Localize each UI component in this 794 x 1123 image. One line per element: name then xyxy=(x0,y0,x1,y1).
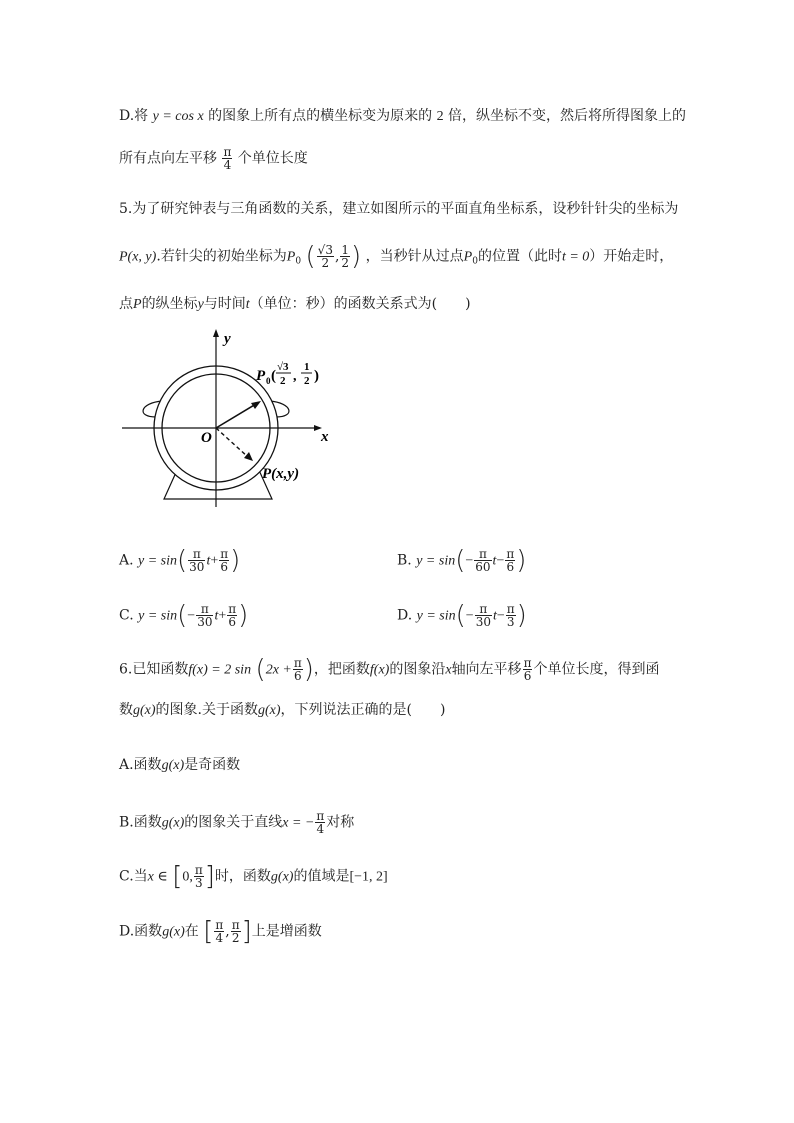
q5-stem-line2: P(x, y).若针尖的初始坐标为$P_0$ ( $\frac{√3}{2}$ , $\frac{1}{2}$ ) ，当秒针从过点$P_0$的位置（此时t = 0）开始走时， xyxy=(119,241,674,272)
math-t: t xyxy=(492,553,497,569)
comma: , xyxy=(225,923,230,940)
text: 上是增函数 xyxy=(251,923,322,940)
math-t0: t = 0 xyxy=(561,249,590,265)
math-lo: 0, xyxy=(182,869,193,885)
math-p: P(x, y) xyxy=(119,249,157,265)
y-axis-arrow xyxy=(213,329,219,337)
math-x: x xyxy=(445,662,452,678)
math-x-in: x ∈ xyxy=(147,869,168,885)
fraction xyxy=(505,548,515,573)
fraction xyxy=(219,548,229,573)
option-label: B. xyxy=(397,552,412,569)
text: B.函数 xyxy=(119,814,162,831)
math-sign: − xyxy=(187,608,196,624)
frac-num: π xyxy=(220,547,229,561)
math-t: t xyxy=(492,608,497,624)
origin-label: O xyxy=(201,430,212,446)
math-t: t xyxy=(206,553,211,569)
math-prefix: y = sin xyxy=(416,608,456,624)
text: 的图象沿 xyxy=(389,661,446,678)
text: 在 xyxy=(184,923,199,940)
option-label: D. xyxy=(397,607,413,624)
fraction: $\frac{\pi}{4}$ xyxy=(215,918,224,945)
math-p0: P xyxy=(286,249,296,265)
text: D.函数 xyxy=(119,923,163,940)
text: 个单位长度 xyxy=(237,150,308,167)
fraction: $\frac{\pi}{3}$ xyxy=(194,863,203,890)
q6-stem-line1: 6.已知函数f(x) = 2 sin (2x + $\frac{\pi}{6}$ )，把函数f(x)的图象沿x轴向左平移 $\frac{\pi}{6}$ 个单位长度，得到函 xyxy=(119,654,660,685)
math-gx: g(x) xyxy=(161,815,185,831)
text: 的图象关于直线 xyxy=(184,814,283,831)
text: C.当 xyxy=(119,868,148,885)
text: 的位置（此时 xyxy=(477,248,562,265)
text: 数 xyxy=(119,702,133,718)
q5-option-c[interactable]: C. y = sin(− $\frac{\pi}{30}$ t+ $\frac{\pi}{6}$ ) xyxy=(119,600,249,631)
p0-close-paren: ) xyxy=(314,368,319,384)
text: 的图象.关于函数 xyxy=(155,702,258,718)
text: .若针尖的初始坐标为 xyxy=(156,248,287,265)
p0-yden: 2 xyxy=(304,375,310,387)
fraction: $\frac{\pi}{6}$ xyxy=(293,656,302,683)
q4-option-d-line2 xyxy=(119,146,308,171)
math-p0: P xyxy=(463,249,473,265)
text: 轴向左平移 xyxy=(451,661,522,678)
p0-xnum: √3 xyxy=(277,361,289,373)
fraction xyxy=(506,603,516,628)
text: ，当秒针从过点 xyxy=(365,248,464,265)
p-label: P(x,y) xyxy=(262,466,300,482)
text: 对称 xyxy=(326,814,355,831)
math-op: + xyxy=(218,608,227,624)
frac-den: 60 xyxy=(475,560,491,574)
text: ，把函数 xyxy=(313,661,370,678)
math-inner: 2x + xyxy=(265,662,292,678)
q5-option-d[interactable]: D. y = sin(− $\frac{\pi}{30}$ t− $\frac{\pi}{3}$ ) xyxy=(397,600,527,631)
frac-num: π xyxy=(506,547,515,561)
frac-num: π xyxy=(188,548,205,561)
p0-ynum: 1 xyxy=(304,361,310,373)
q5-option-b[interactable]: B. y = sin(− $\frac{\pi}{60}$ t− $\frac{\pi}{6}$ ) xyxy=(397,545,527,576)
frac-den: 30 xyxy=(475,615,491,629)
fraction xyxy=(188,548,205,573)
q5-stem-line3 xyxy=(119,294,471,315)
text: （单位：秒）的函数关系式为( ) xyxy=(249,296,471,312)
math-prefix: y = sin xyxy=(138,608,178,624)
text: 与时间 xyxy=(203,296,246,312)
math-gx: g(x) xyxy=(161,758,185,773)
math-prefix: y = sin xyxy=(416,553,456,569)
option-label: A. xyxy=(119,552,134,569)
math-p: P xyxy=(133,297,142,312)
q5-stem-line1: 5.为了研究钟表与三角函数的关系，建立如图所示的平面直角坐标系，设秒针针尖的坐标为 xyxy=(119,201,679,217)
math-op: − xyxy=(496,608,505,624)
q6-option-c[interactable]: C.当x ∈ [0, $\frac{\pi}{3}$ ]时，函数g(x)的值域是[−1, 2] xyxy=(119,861,388,892)
fraction: $\frac{\pi}{4}$ xyxy=(223,145,232,172)
text: 时，函数 xyxy=(214,868,271,885)
fraction xyxy=(196,603,213,628)
math-sign: − xyxy=(465,608,474,624)
text: A.函数 xyxy=(119,757,162,773)
p0-comma: , xyxy=(293,369,297,384)
fraction: $\frac{\pi}{4}$ xyxy=(316,809,325,836)
math-gx: g(x) xyxy=(133,703,156,718)
text: 的纵坐标 xyxy=(141,296,198,312)
q6-option-b[interactable] xyxy=(119,810,354,835)
math-gx: g(x) xyxy=(162,924,185,940)
fraction: $\frac{\pi}{2}$ xyxy=(231,918,240,945)
text: ）开始走时， xyxy=(589,248,674,265)
math-factor: 2 xyxy=(436,109,444,124)
p0-label: P xyxy=(256,368,266,384)
frac-den: 6 xyxy=(506,560,515,574)
math-gx: g(x) xyxy=(270,869,294,885)
q6-option-a[interactable] xyxy=(119,755,240,776)
math-t: t xyxy=(214,608,219,624)
text: 点 xyxy=(119,296,133,312)
p0-xden: 2 xyxy=(280,375,286,387)
frac-num: π xyxy=(196,603,213,616)
math-op: + xyxy=(210,553,219,569)
frac-den: 6 xyxy=(220,560,229,574)
math-cos: y = cos x xyxy=(152,109,204,124)
text: D.将 xyxy=(119,108,149,124)
text: 个单位长度，得到函 xyxy=(533,661,660,678)
frac-den: 6 xyxy=(228,615,237,629)
option-label: C. xyxy=(119,607,134,624)
y-axis-label: y xyxy=(224,331,231,347)
clock-coordinate-figure xyxy=(118,325,348,510)
math-prefix: y = sin xyxy=(138,553,178,569)
math-y: y xyxy=(197,297,204,312)
math-fx: f(x) = 2 sin xyxy=(188,662,252,678)
q6-option-d[interactable]: D.函数g(x)在 [ $\frac{\pi}{4}$ , $\frac{\pi}{2}$ ]上是增函数 xyxy=(119,916,322,947)
math-op: − xyxy=(496,553,505,569)
fraction xyxy=(227,603,237,628)
text: 6.已知函数 xyxy=(119,661,189,678)
frac-num: π xyxy=(474,548,491,561)
math-gx: g(x) xyxy=(258,703,281,718)
frac-num: π xyxy=(506,602,515,616)
math-x-eq: x = − xyxy=(282,815,315,831)
math-range: [−1, 2] xyxy=(349,869,388,885)
math-sign: − xyxy=(465,553,474,569)
fraction: $\frac{√3}{2}$ xyxy=(317,243,333,270)
frac-num: π xyxy=(228,602,237,616)
x-axis-label: x xyxy=(321,429,329,445)
fraction xyxy=(474,548,491,573)
frac-num: π xyxy=(475,603,492,616)
q5-option-a[interactable]: A. y = sin( $\frac{\pi}{30}$ t+ $\frac{\pi}{6}$ ) xyxy=(119,545,241,576)
q6-stem-line2 xyxy=(119,700,445,721)
fraction xyxy=(475,603,492,628)
p0-sub: 0 xyxy=(266,376,271,386)
text: 的值域是 xyxy=(293,868,350,885)
text: 是奇函数 xyxy=(184,757,241,773)
frac-den: 30 xyxy=(189,560,205,574)
math-t: t xyxy=(245,297,250,312)
frac-den: 30 xyxy=(197,615,213,629)
q4-option-d-line1 xyxy=(119,106,686,127)
text: 的图象上所有点的横坐标变为原来的 xyxy=(208,108,433,124)
frac-den: 3 xyxy=(506,615,515,629)
p0-open-paren: ( xyxy=(271,368,276,384)
text: 倍，纵坐标不变，然后将所得图象上的 xyxy=(448,108,687,124)
text: ，下列说法正确的是( ) xyxy=(280,702,446,718)
fraction: $\frac{\pi}{6}$ xyxy=(523,656,532,683)
fraction: $\frac{1}{2}$ xyxy=(341,243,350,270)
math-fx: f(x) xyxy=(369,662,390,678)
text: 所有点向左平移 xyxy=(119,150,217,167)
